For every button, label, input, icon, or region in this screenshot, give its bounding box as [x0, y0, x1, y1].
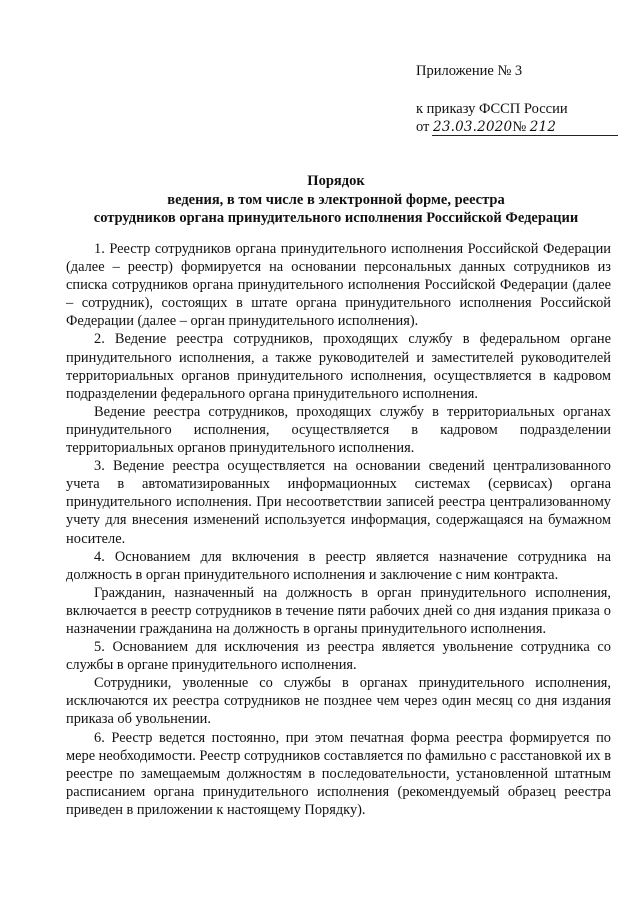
paragraph-1: 1. Реестр сотрудников органа принудительного исполнения Российской Федерации (далее – реестр) формируется на основании персональных данных сотрудников из списка сотрудников органа принудительного исполнения Российской Федерации (далее – сотрудник), состоящих в штате органа принудительного исполнения Российской Федерации (далее – орган принудительного исполнения). — [66, 241, 611, 330]
paragraph-4: 4. Основанием для включения в реестр является назначение сотрудника на должность в орган принудительного исполнения и заключение с ним контракта. — [66, 548, 611, 583]
order-date-line — [416, 118, 626, 136]
title-line-1: Порядок — [307, 173, 365, 189]
handwritten-order-number: 212 — [529, 119, 557, 135]
document-title — [60, 172, 612, 228]
document-body — [66, 240, 611, 819]
number-sign: № — [512, 119, 527, 135]
annex-header — [416, 62, 626, 136]
paragraph-3: 3. Ведение реестра осуществляется на основании сведений централизованного учета в автоматизированных информационных системах (сервисах) органа принудительного исполнения. При несоответствии записей реестра централизованному учету для внесения изменений используется информация, содержащаяся на бумажном носителе. — [66, 458, 611, 547]
title-line-2: ведения, в том числе в электронной форме, реестра — [167, 191, 505, 208]
paragraph-5-continued: Сотрудники, уволенные со службы в органах принудительного исполнения, исключаются их реестра сотрудников не позднее чем через один месяц со дня издания приказа об увольнении. — [66, 675, 611, 728]
handwritten-date: 23.03.2020 — [433, 119, 513, 135]
annex-label: Приложение № 3 — [416, 63, 523, 79]
date-prefix: от — [416, 119, 430, 135]
paragraph-2: 2. Ведение реестра сотрудников, проходящих службу в федеральном органе принудительного исполнения, а также руководителей и заместителей руководителей территориальных органов принудительного исполнения, осуществляется в кадровом подразделении федерального органа принудительного исполнения. — [66, 331, 611, 402]
paragraph-5: 5. Основанием для исключения из реестра является увольнение сотрудника со службы в органе принудительного исполнения. — [66, 639, 611, 674]
order-reference: к приказу ФССП России — [416, 101, 568, 117]
paragraph-4-continued: Гражданин, назначенный на должность в орган принудительного исполнения, включается в реестр сотрудников в течение пяти рабочих дней со дня издания приказа о назначении гражданина на должность в органы принудительного исполнения. — [66, 584, 611, 637]
date-underline — [432, 135, 618, 136]
title-line-3: сотрудников органа принудительного исполнения Российской Федерации — [93, 210, 579, 226]
paragraph-2-continued: Ведение реестра сотрудников, проходящих службу в территориальных органах принудительного исполнения, осуществляется в кадровом подразделении территориальных органов принудительного исполнения. — [66, 403, 611, 457]
paragraph-6: 6. Реестр ведется постоянно, при этом печатная форма реестра формируется по мере необходимости. Реестр сотрудников составляется по фамильно с расстановкой их в реестре по замещаемым должностям в последовательности, установленной штатным расписанием органа принудительного исполнения (рекомендуемый образец реестра приведен в приложении к настоящему Порядку). — [66, 729, 611, 818]
